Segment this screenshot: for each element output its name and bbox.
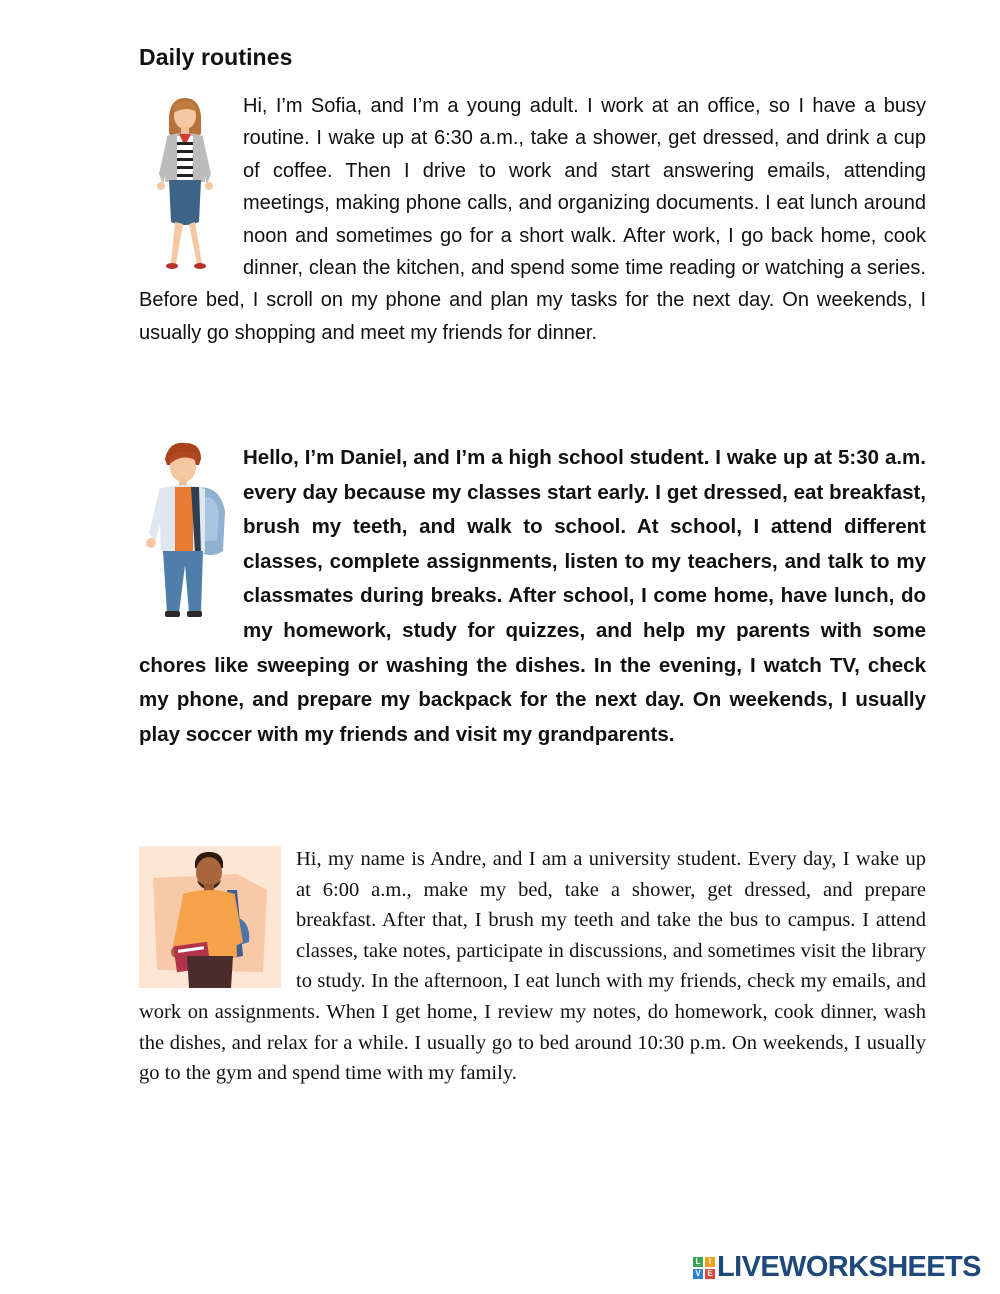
logo-tile-i: I [705, 1257, 715, 1267]
story-text-daniel: Hello, I’m Daniel, and I’m a high school student. I wake up at 5:30 a.m. every day because my classes start early. I get dressed, eat breakfast, brush my teeth, and walk to school. At school, I attend different classes, complete assignments, listen to my teachers, and talk to my classmates during breaks. After school, I come home, have lunch, do my homework, study for quizzes, and help my parents with some chores like sweeping or washing the dishes. In the evening, I watch TV, check my phone, and prepare my backpack for the next day. On weekends, I usually play soccer with my friends and visit my grandparents. [139, 446, 926, 746]
logo-wordmark: LIVEWORKSHEETS [717, 1251, 981, 1283]
logo-mark-icon [693, 1257, 715, 1279]
story-text-andre: Hi, my name is Andre, and I am a university student. Every day, I wake up at 6:00 a.m., make my bed, take a shower, get dressed, and prepare breakfast. After that, I brush my teeth and take the bus to campus. I attend classes, take notes, participate in discussions, and sometimes visit the library to study. In the afternoon, I eat lunch with my friends, check my emails, and work on assignments. When I get home, I review my notes, do homework, cook dinner, wash the dishes, and relax for a while. I usually go to bed around 10:30 p.m. On weekends, I usually go to the gym and spend time with my family. [139, 848, 926, 1085]
young-woman-office-icon [139, 94, 231, 274]
logo-tile-e: E [705, 1269, 715, 1279]
high-school-boy-backpack-icon [139, 441, 231, 619]
liveworksheets-logo[interactable] [693, 1253, 981, 1282]
page-title: Daily routines [139, 44, 293, 70]
story-text-sofia: Hi, I’m Sofia, and I’m a young adult. I work at an office, so I have a busy routine. I wake up at 6:30 a.m., take a shower, get dressed, and drink a cup of coffee. Then I drive to work and start answering emails, attending meetings, making phone calls, and organizing documents. I eat lunch around noon and sometimes go for a short walk. After work, I go back home, cook dinner, clean the kitchen, and spend some time reading or watching a series. Before bed, I scroll on my phone and plan my tasks for the next day. On weekends, I usually go shopping and meet my friends for dinner. [139, 95, 926, 344]
logo-tile-l: L [693, 1257, 703, 1267]
story-daniel [139, 441, 926, 752]
university-student-books-icon [139, 846, 281, 988]
logo-tile-v: V [693, 1269, 703, 1279]
story-sofia [139, 90, 926, 349]
story-andre [139, 844, 926, 1089]
